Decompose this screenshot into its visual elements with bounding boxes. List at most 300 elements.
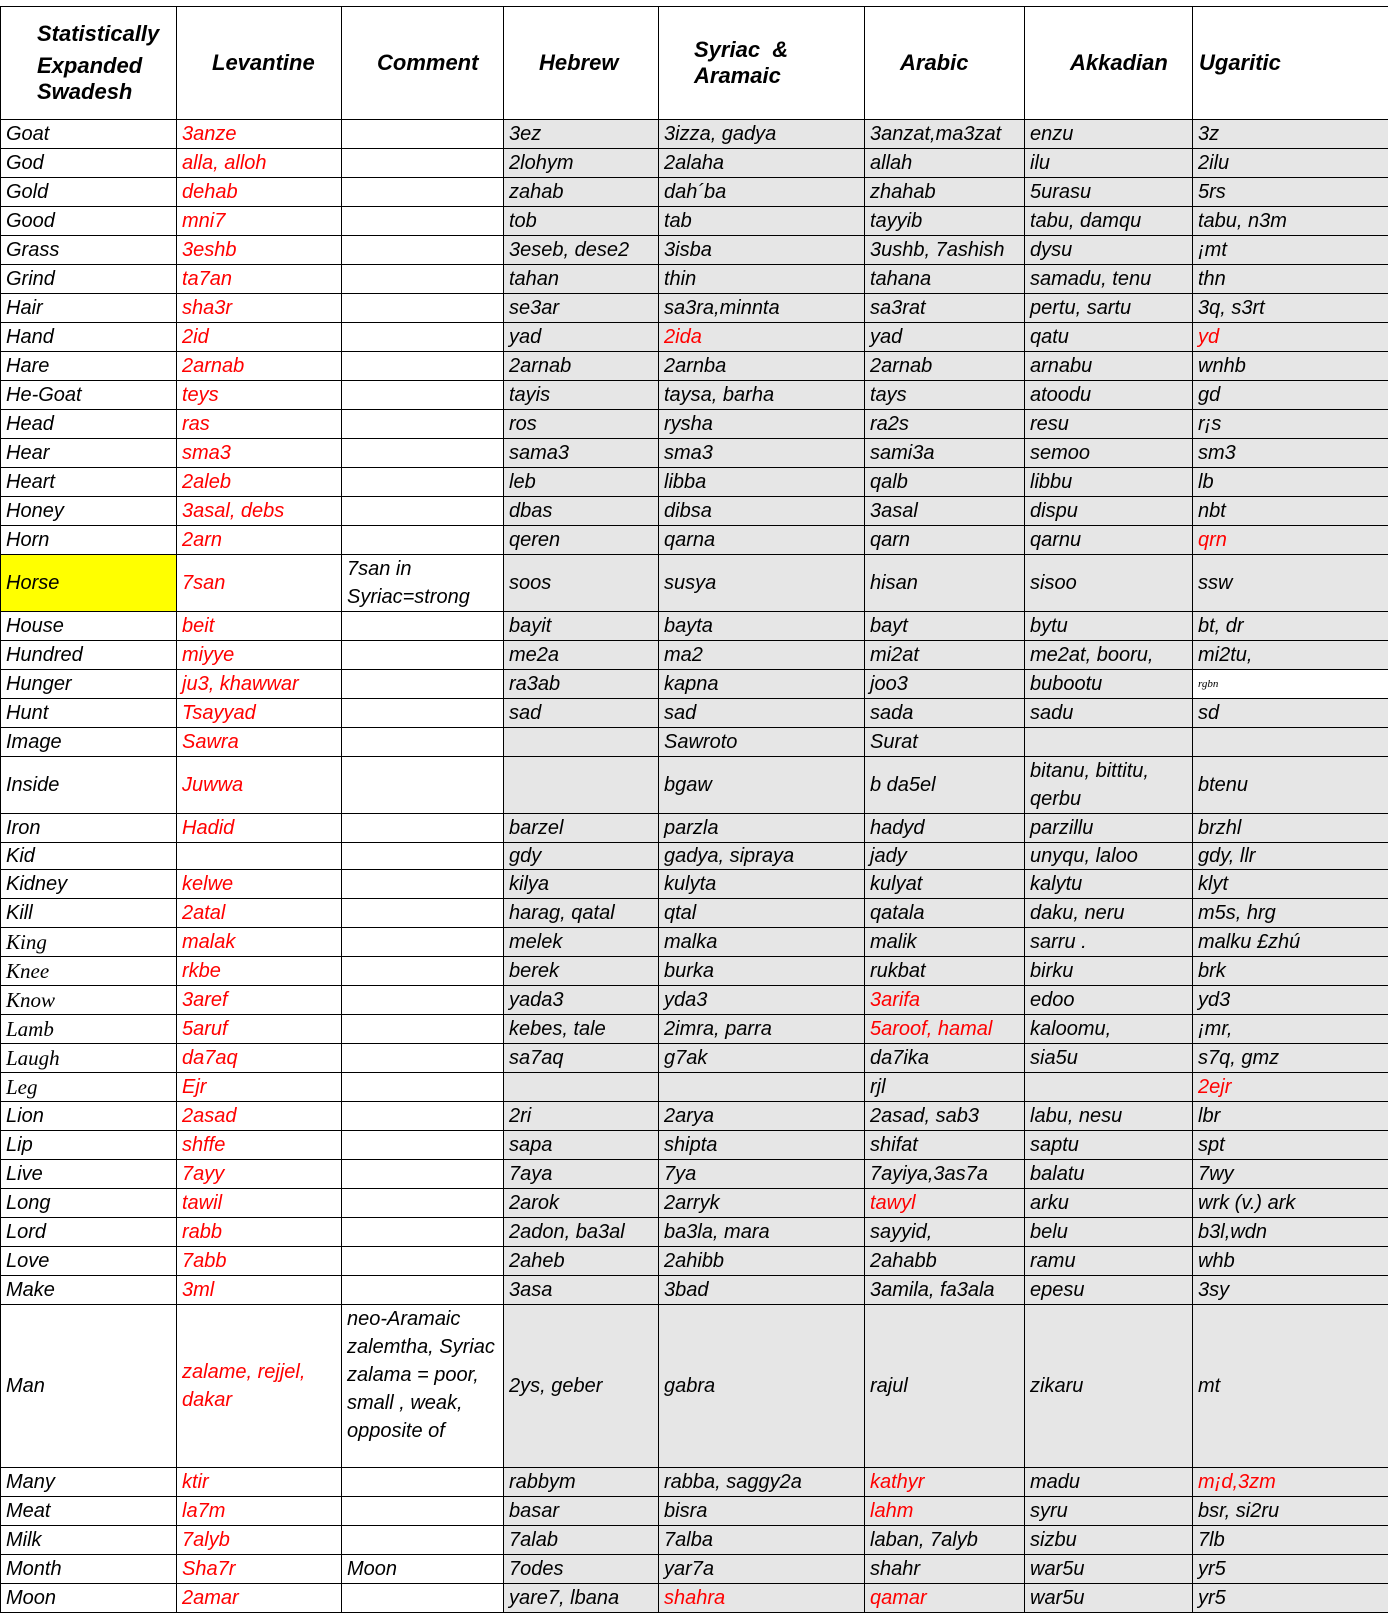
cell-akkadian: sizbu <box>1025 1526 1193 1555</box>
cell-levantine: 7san <box>177 555 342 612</box>
cell-ugaritic: malku £zhú <box>1193 928 1388 957</box>
cell-arabic: 5aroof, hamal <box>865 1015 1025 1044</box>
cell-hebrew: gdy <box>504 843 659 870</box>
cell-ugaritic: sd <box>1193 699 1388 728</box>
cell-word: Lamb <box>1 1015 177 1044</box>
cell-comment <box>342 928 504 957</box>
cell-word: Inside <box>1 757 177 814</box>
cell-comment <box>342 294 504 323</box>
cell-levantine: 3aref <box>177 986 342 1015</box>
cell-syriac: sa3ra,minnta <box>659 294 865 323</box>
cell-ugaritic: r¡s <box>1193 410 1388 439</box>
cell-hebrew: rabbym <box>504 1468 659 1497</box>
cell-akkadian: dysu <box>1025 236 1193 265</box>
table-row <box>1 1189 1388 1218</box>
cell-akkadian: belu <box>1025 1218 1193 1247</box>
cell-hebrew <box>504 1073 659 1102</box>
cell-hebrew: me2a <box>504 641 659 670</box>
cell-syriac: rabba, saggy2a <box>659 1468 865 1497</box>
cell-akkadian: sisoo <box>1025 555 1193 612</box>
cell-hebrew: 3ez <box>504 120 659 149</box>
cell-arabic: zhahab <box>865 178 1025 207</box>
table-row <box>1 149 1388 178</box>
table-row <box>1 843 1388 870</box>
table-row <box>1 957 1388 986</box>
cell-word: Man <box>1 1305 177 1468</box>
cell-syriac: 2arryk <box>659 1189 865 1218</box>
table-row <box>1 120 1388 149</box>
cell-syriac: burka <box>659 957 865 986</box>
cell-arabic: ra2s <box>865 410 1025 439</box>
cell-comment <box>342 1526 504 1555</box>
cell-hebrew: 3eseb, dese2 <box>504 236 659 265</box>
cell-arabic: tawyl <box>865 1189 1025 1218</box>
cell-arabic: sa3rat <box>865 294 1025 323</box>
cell-akkadian <box>1025 1073 1193 1102</box>
cell-syriac: 2imra, parra <box>659 1015 865 1044</box>
cell-syriac: 3izza, gadya <box>659 120 865 149</box>
cell-levantine: 3anze <box>177 120 342 149</box>
cell-ugaritic: nbt <box>1193 497 1388 526</box>
cell-ugaritic: 7lb <box>1193 1526 1388 1555</box>
cell-comment <box>342 120 504 149</box>
cell-hebrew <box>504 757 659 814</box>
cell-arabic: qamar <box>865 1584 1025 1613</box>
cell-comment <box>342 207 504 236</box>
cell-word: Iron <box>1 814 177 843</box>
table-row <box>1 1160 1388 1189</box>
cell-arabic: mi2at <box>865 641 1025 670</box>
cell-akkadian <box>1025 728 1193 757</box>
cell-syriac: yar7a <box>659 1555 865 1584</box>
cell-word: Laugh <box>1 1044 177 1073</box>
table-row <box>1 1497 1388 1526</box>
cell-arabic: kathyr <box>865 1468 1025 1497</box>
cell-word: God <box>1 149 177 178</box>
cell-akkadian: semoo <box>1025 439 1193 468</box>
swadesh-comparison-table <box>0 6 1388 1613</box>
cell-hebrew: barzel <box>504 814 659 843</box>
cell-arabic: 2ahabb <box>865 1247 1025 1276</box>
cell-word: Grind <box>1 265 177 294</box>
cell-comment <box>342 757 504 814</box>
cell-comment <box>342 265 504 294</box>
cell-levantine: 2atal <box>177 899 342 928</box>
cell-comment <box>342 323 504 352</box>
cell-comment <box>342 612 504 641</box>
cell-word: Live <box>1 1160 177 1189</box>
cell-arabic: shifat <box>865 1131 1025 1160</box>
cell-levantine: sma3 <box>177 439 342 468</box>
cell-akkadian: bytu <box>1025 612 1193 641</box>
cell-word: Hunger <box>1 670 177 699</box>
cell-arabic: 3ushb, 7ashish <box>865 236 1025 265</box>
cell-word: Hear <box>1 439 177 468</box>
cell-hebrew: 2ys, geber <box>504 1305 659 1468</box>
cell-syriac <box>659 1073 865 1102</box>
cell-levantine: Sawra <box>177 728 342 757</box>
table-row <box>1 1218 1388 1247</box>
cell-syriac: parzla <box>659 814 865 843</box>
cell-akkadian: saptu <box>1025 1131 1193 1160</box>
cell-ugaritic: s7q, gmz <box>1193 1044 1388 1073</box>
table-row <box>1 236 1388 265</box>
cell-akkadian: war5u <box>1025 1555 1193 1584</box>
cell-arabic: 7ayiya,3as7a <box>865 1160 1025 1189</box>
cell-akkadian: qatu <box>1025 323 1193 352</box>
cell-word: Head <box>1 410 177 439</box>
table-row <box>1 928 1388 957</box>
table-row <box>1 612 1388 641</box>
cell-syriac: tab <box>659 207 865 236</box>
cell-hebrew: 7odes <box>504 1555 659 1584</box>
cell-hebrew: dbas <box>504 497 659 526</box>
cell-word: Hand <box>1 323 177 352</box>
cell-hebrew: 7alab <box>504 1526 659 1555</box>
cell-arabic: sada <box>865 699 1025 728</box>
cell-word: Hunt <box>1 699 177 728</box>
table-row <box>1 294 1388 323</box>
cell-levantine: 2id <box>177 323 342 352</box>
cell-levantine: 3asal, debs <box>177 497 342 526</box>
cell-akkadian: kaloomu, <box>1025 1015 1193 1044</box>
cell-ugaritic: bsr, si2ru <box>1193 1497 1388 1526</box>
cell-ugaritic: ¡mt <box>1193 236 1388 265</box>
header-swadesh <box>1 7 177 120</box>
cell-comment <box>342 986 504 1015</box>
cell-akkadian: dispu <box>1025 497 1193 526</box>
cell-syriac: gadya, sipraya <box>659 843 865 870</box>
cell-levantine: sha3r <box>177 294 342 323</box>
cell-levantine: da7aq <box>177 1044 342 1073</box>
cell-ugaritic: yd3 <box>1193 986 1388 1015</box>
cell-comment <box>342 1189 504 1218</box>
cell-word: He-Goat <box>1 381 177 410</box>
table-row <box>1 323 1388 352</box>
cell-hebrew: 3asa <box>504 1276 659 1305</box>
cell-syriac: 2arnba <box>659 352 865 381</box>
cell-levantine: 7alyb <box>177 1526 342 1555</box>
cell-syriac: kapna <box>659 670 865 699</box>
cell-comment <box>342 526 504 555</box>
cell-arabic: malik <box>865 928 1025 957</box>
cell-levantine: 2arnab <box>177 352 342 381</box>
cell-hebrew <box>504 728 659 757</box>
cell-ugaritic: klyt <box>1193 870 1388 899</box>
cell-comment <box>342 439 504 468</box>
cell-akkadian: sarru . <box>1025 928 1193 957</box>
cell-syriac: bayta <box>659 612 865 641</box>
cell-hebrew: ros <box>504 410 659 439</box>
header-row <box>1 7 1388 120</box>
cell-hebrew: 2adon, ba3al <box>504 1218 659 1247</box>
cell-levantine: Tsayyad <box>177 699 342 728</box>
cell-comment <box>342 1276 504 1305</box>
cell-hebrew: yada3 <box>504 986 659 1015</box>
cell-arabic: qalb <box>865 468 1025 497</box>
table-row <box>1 207 1388 236</box>
cell-syriac: 2ahibb <box>659 1247 865 1276</box>
cell-hebrew: 2aheb <box>504 1247 659 1276</box>
table-row <box>1 1131 1388 1160</box>
cell-syriac: susya <box>659 555 865 612</box>
table-row <box>1 1073 1388 1102</box>
cell-word: King <box>1 928 177 957</box>
cell-arabic: 3anzat,ma3zat <box>865 120 1025 149</box>
cell-ugaritic: qrn <box>1193 526 1388 555</box>
cell-comment <box>342 1102 504 1131</box>
cell-akkadian: arnabu <box>1025 352 1193 381</box>
cell-comment <box>342 699 504 728</box>
header-levantine: Levantine <box>177 7 342 120</box>
cell-syriac: libba <box>659 468 865 497</box>
table-row <box>1 1276 1388 1305</box>
cell-akkadian: qarnu <box>1025 526 1193 555</box>
cell-comment <box>342 1073 504 1102</box>
cell-comment: 7san in Syriac=strong <box>342 555 504 612</box>
cell-arabic: tays <box>865 381 1025 410</box>
cell-syriac: g7ak <box>659 1044 865 1073</box>
cell-arabic: jady <box>865 843 1025 870</box>
cell-levantine: alla, alloh <box>177 149 342 178</box>
cell-comment <box>342 1218 504 1247</box>
cell-comment <box>342 870 504 899</box>
header-swadesh-line1: Statistically <box>37 21 176 47</box>
cell-hebrew: 7aya <box>504 1160 659 1189</box>
table-row <box>1 1555 1388 1584</box>
table-row <box>1 670 1388 699</box>
cell-word: Kill <box>1 899 177 928</box>
cell-word: Know <box>1 986 177 1015</box>
cell-comment <box>342 1160 504 1189</box>
cell-ugaritic: lbr <box>1193 1102 1388 1131</box>
cell-arabic: hisan <box>865 555 1025 612</box>
cell-syriac: kulyta <box>659 870 865 899</box>
table-row <box>1 1526 1388 1555</box>
cell-levantine: Ejr <box>177 1073 342 1102</box>
cell-hebrew: basar <box>504 1497 659 1526</box>
cell-ugaritic: m5s, hrg <box>1193 899 1388 928</box>
cell-syriac: gabra <box>659 1305 865 1468</box>
table-row <box>1 899 1388 928</box>
table-row <box>1 757 1388 814</box>
cell-levantine: kelwe <box>177 870 342 899</box>
cell-word: Heart <box>1 468 177 497</box>
cell-ugaritic: gd <box>1193 381 1388 410</box>
cell-arabic: rjl <box>865 1073 1025 1102</box>
cell-syriac: bisra <box>659 1497 865 1526</box>
cell-comment <box>342 149 504 178</box>
cell-hebrew: berek <box>504 957 659 986</box>
cell-arabic: qarn <box>865 526 1025 555</box>
cell-akkadian: madu <box>1025 1468 1193 1497</box>
cell-hebrew: zahab <box>504 178 659 207</box>
cell-hebrew: harag, qatal <box>504 899 659 928</box>
cell-akkadian: resu <box>1025 410 1193 439</box>
cell-akkadian: birku <box>1025 957 1193 986</box>
cell-levantine: 2amar <box>177 1584 342 1613</box>
cell-comment: Moon <box>342 1555 504 1584</box>
cell-word: Gold <box>1 178 177 207</box>
cell-comment <box>342 1468 504 1497</box>
cell-levantine: dehab <box>177 178 342 207</box>
cell-ugaritic: 7wy <box>1193 1160 1388 1189</box>
cell-syriac: yda3 <box>659 986 865 1015</box>
cell-word: Hundred <box>1 641 177 670</box>
cell-hebrew: tahan <box>504 265 659 294</box>
cell-levantine: 2asad <box>177 1102 342 1131</box>
header-swadesh-line2: Expanded <box>37 53 176 79</box>
cell-hebrew: se3ar <box>504 294 659 323</box>
cell-ugaritic: rgbn <box>1193 670 1388 699</box>
cell-arabic: 2arnab <box>865 352 1025 381</box>
cell-comment <box>342 843 504 870</box>
cell-syriac: shahra <box>659 1584 865 1613</box>
cell-comment: neo-Aramaic zalemtha, Syriac zalama = poor, small , weak, opposite of <box>342 1305 504 1468</box>
cell-levantine: la7m <box>177 1497 342 1526</box>
cell-hebrew: qeren <box>504 526 659 555</box>
cell-syriac: bgaw <box>659 757 865 814</box>
cell-ugaritic: wrk (v.) ark <box>1193 1189 1388 1218</box>
cell-comment <box>342 410 504 439</box>
cell-ugaritic: b3l,wdn <box>1193 1218 1388 1247</box>
cell-levantine: ju3, khawwar <box>177 670 342 699</box>
cell-word: Love <box>1 1247 177 1276</box>
cell-arabic: 2asad, sab3 <box>865 1102 1025 1131</box>
cell-hebrew: tayis <box>504 381 659 410</box>
cell-levantine <box>177 843 342 870</box>
cell-akkadian: parzillu <box>1025 814 1193 843</box>
cell-arabic: tahana <box>865 265 1025 294</box>
cell-comment <box>342 352 504 381</box>
cell-comment <box>342 1044 504 1073</box>
cell-levantine: Hadid <box>177 814 342 843</box>
cell-ugaritic: yd <box>1193 323 1388 352</box>
cell-hebrew: sama3 <box>504 439 659 468</box>
cell-word: Honey <box>1 497 177 526</box>
cell-comment <box>342 1247 504 1276</box>
cell-akkadian: atoodu <box>1025 381 1193 410</box>
cell-hebrew: 2arok <box>504 1189 659 1218</box>
cell-akkadian: sia5u <box>1025 1044 1193 1073</box>
cell-hebrew: yad <box>504 323 659 352</box>
cell-arabic: da7ika <box>865 1044 1025 1073</box>
table-row <box>1 1584 1388 1613</box>
cell-ugaritic: 3sy <box>1193 1276 1388 1305</box>
cell-levantine: mni7 <box>177 207 342 236</box>
cell-hebrew: sad <box>504 699 659 728</box>
cell-comment <box>342 1497 504 1526</box>
cell-syriac: qarna <box>659 526 865 555</box>
cell-arabic: yad <box>865 323 1025 352</box>
cell-word: Good <box>1 207 177 236</box>
cell-ugaritic: btenu <box>1193 757 1388 814</box>
table-row <box>1 352 1388 381</box>
table-row <box>1 699 1388 728</box>
cell-syriac: sma3 <box>659 439 865 468</box>
cell-syriac: 7alba <box>659 1526 865 1555</box>
cell-arabic: joo3 <box>865 670 1025 699</box>
table-row <box>1 555 1388 612</box>
cell-word: Lip <box>1 1131 177 1160</box>
header-swadesh-line3: Swadesh <box>37 79 176 105</box>
cell-ugaritic: brk <box>1193 957 1388 986</box>
cell-syriac: 3isba <box>659 236 865 265</box>
cell-ugaritic: tabu, n3m <box>1193 207 1388 236</box>
cell-comment <box>342 381 504 410</box>
cell-comment <box>342 670 504 699</box>
table-row <box>1 178 1388 207</box>
cell-word: Hair <box>1 294 177 323</box>
cell-hebrew: 2lohym <box>504 149 659 178</box>
cell-arabic: lahm <box>865 1497 1025 1526</box>
cell-levantine: tawil <box>177 1189 342 1218</box>
table-row <box>1 986 1388 1015</box>
cell-comment <box>342 178 504 207</box>
cell-word: House <box>1 612 177 641</box>
cell-ugaritic: spt <box>1193 1131 1388 1160</box>
table-row <box>1 265 1388 294</box>
cell-levantine: rkbe <box>177 957 342 986</box>
cell-levantine: 7abb <box>177 1247 342 1276</box>
cell-akkadian: syru <box>1025 1497 1193 1526</box>
cell-akkadian: war5u <box>1025 1584 1193 1613</box>
cell-syriac: qtal <box>659 899 865 928</box>
cell-hebrew: melek <box>504 928 659 957</box>
cell-arabic: rajul <box>865 1305 1025 1468</box>
cell-word: Horse <box>1 555 177 612</box>
cell-arabic: hadyd <box>865 814 1025 843</box>
cell-word: Goat <box>1 120 177 149</box>
cell-syriac: rysha <box>659 410 865 439</box>
cell-comment <box>342 814 504 843</box>
cell-akkadian: me2at, booru, <box>1025 641 1193 670</box>
cell-syriac: dibsa <box>659 497 865 526</box>
cell-hebrew: kilya <box>504 870 659 899</box>
cell-comment <box>342 957 504 986</box>
cell-word: Many <box>1 1468 177 1497</box>
cell-arabic: shahr <box>865 1555 1025 1584</box>
cell-syriac: 7ya <box>659 1160 865 1189</box>
cell-word: Meat <box>1 1497 177 1526</box>
cell-hebrew: yare7, lbana <box>504 1584 659 1613</box>
cell-arabic: allah <box>865 149 1025 178</box>
cell-hebrew: kebes, tale <box>504 1015 659 1044</box>
cell-comment <box>342 1131 504 1160</box>
cell-akkadian: 5urasu <box>1025 178 1193 207</box>
cell-ugaritic <box>1193 728 1388 757</box>
cell-hebrew: soos <box>504 555 659 612</box>
cell-syriac: malka <box>659 928 865 957</box>
cell-levantine: ktir <box>177 1468 342 1497</box>
cell-levantine: 3ml <box>177 1276 342 1305</box>
table-row <box>1 814 1388 843</box>
cell-word: Long <box>1 1189 177 1218</box>
cell-ugaritic: 2ejr <box>1193 1073 1388 1102</box>
cell-akkadian: balatu <box>1025 1160 1193 1189</box>
cell-levantine: teys <box>177 381 342 410</box>
cell-arabic: 3asal <box>865 497 1025 526</box>
cell-ugaritic: thn <box>1193 265 1388 294</box>
cell-word: Image <box>1 728 177 757</box>
cell-ugaritic: 3z <box>1193 120 1388 149</box>
cell-comment <box>342 1584 504 1613</box>
cell-ugaritic: mt <box>1193 1305 1388 1468</box>
table-row <box>1 497 1388 526</box>
cell-arabic: bayt <box>865 612 1025 641</box>
cell-levantine: shffe <box>177 1131 342 1160</box>
cell-levantine: 2aleb <box>177 468 342 497</box>
